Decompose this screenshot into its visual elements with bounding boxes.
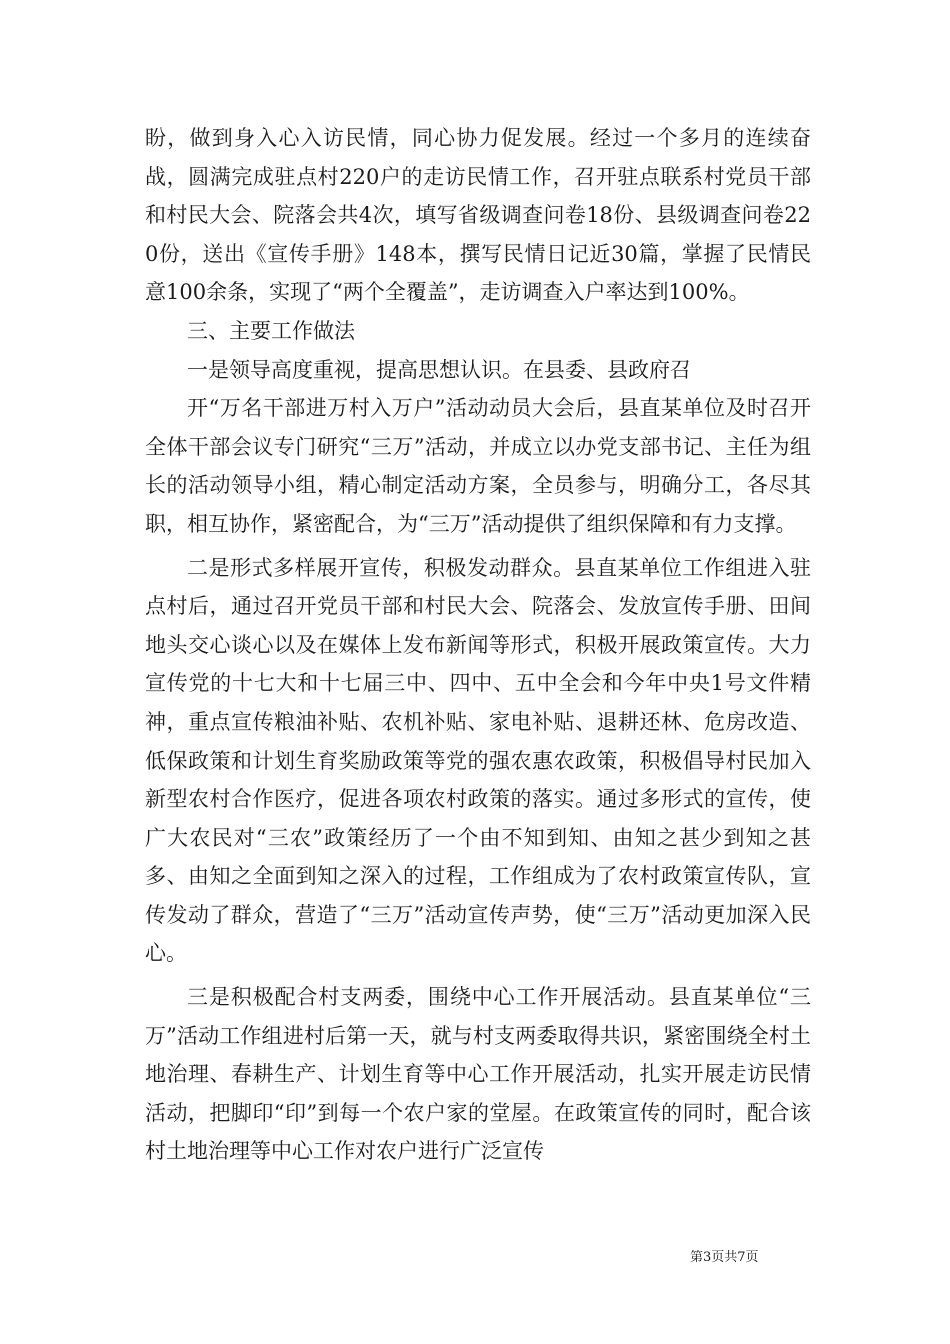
paragraph-continuation: 盼，做到身入心入访民情，同心协力促发展。经过一个多月的连续奋战，圆满完成驻点村220户的走访民情工作，召开驻点联系村党员干部和村民大会、院落会共4次，填写省级调查问卷18份、县级调查问卷220份，送出《宣传手册》148本，撰写民情日记近30篇，掌握了民情民意100余条，实现了“两个全覆盖”，走访调查入户率达到100%。 [145, 126, 811, 305]
page-number-footer: 第3页共7页 [690, 1250, 759, 1265]
paragraph-point-one-intro: 一是领导高度重视，提高思想认识。在县委、县政府召 [187, 357, 691, 382]
paragraph-point-three: 三是积极配合村支两委，围绕中心工作开展活动。县直某单位“三万”活动工作组进村后第一天，就与村支两委取得共识，紧密围绕全村土地治理、春耕生产、计划生育等中心工作开展活动，扎实开展走访民情活动，把脚印“印”到每一个农户家的堂屋。在政策宣传的同时，配合该村土地治理等中心工作对农户进行广泛宣传 [145, 985, 811, 1164]
paragraph-point-one-body: 开“万名干部进万村入万户”活动动员大会后，县直某单位及时召开全体干部会议专门研究“三万”活动，并成立以办党支部书记、主任为组长的活动领导小组，精心制定活动方案，全员参与，明确分工，各尽其职，相互协作，紧密配合，为“三万”活动提供了组织保障和有力支撑。 [145, 396, 811, 536]
document-body [145, 119, 811, 1171]
section-heading: 三、主要工作做法 [187, 318, 355, 343]
paragraph-point-two: 二是形式多样展开宣传，积极发动群众。县直某单位工作组进入驻点村后，通过召开党员干部和村民大会、院落会、发放宣传手册、田间地头交心谈心以及在媒体上发布新闻等形式，积极开展政策宣传。大力宣传党的十七大和十七届三中、四中、五中全会和今年中央1号文件精神，重点宣传粮油补贴、农机补贴、家电补贴、退耕还林、危房改造、低保政策和计划生育奖励政策等党的强农惠农政策，积极倡导村民加入新型农村合作医疗，促进各项农村政策的落实。通过多形式的宣传，使广大农民对“三农”政策经历了一个由不知到知、由知之甚少到知之甚多、由知之全面到知之深入的过程，工作组成为了农村政策宣传队，宣传发动了群众，营造了“三万”活动宣传声势，使“三万”活动更加深入民心。 [145, 555, 811, 966]
